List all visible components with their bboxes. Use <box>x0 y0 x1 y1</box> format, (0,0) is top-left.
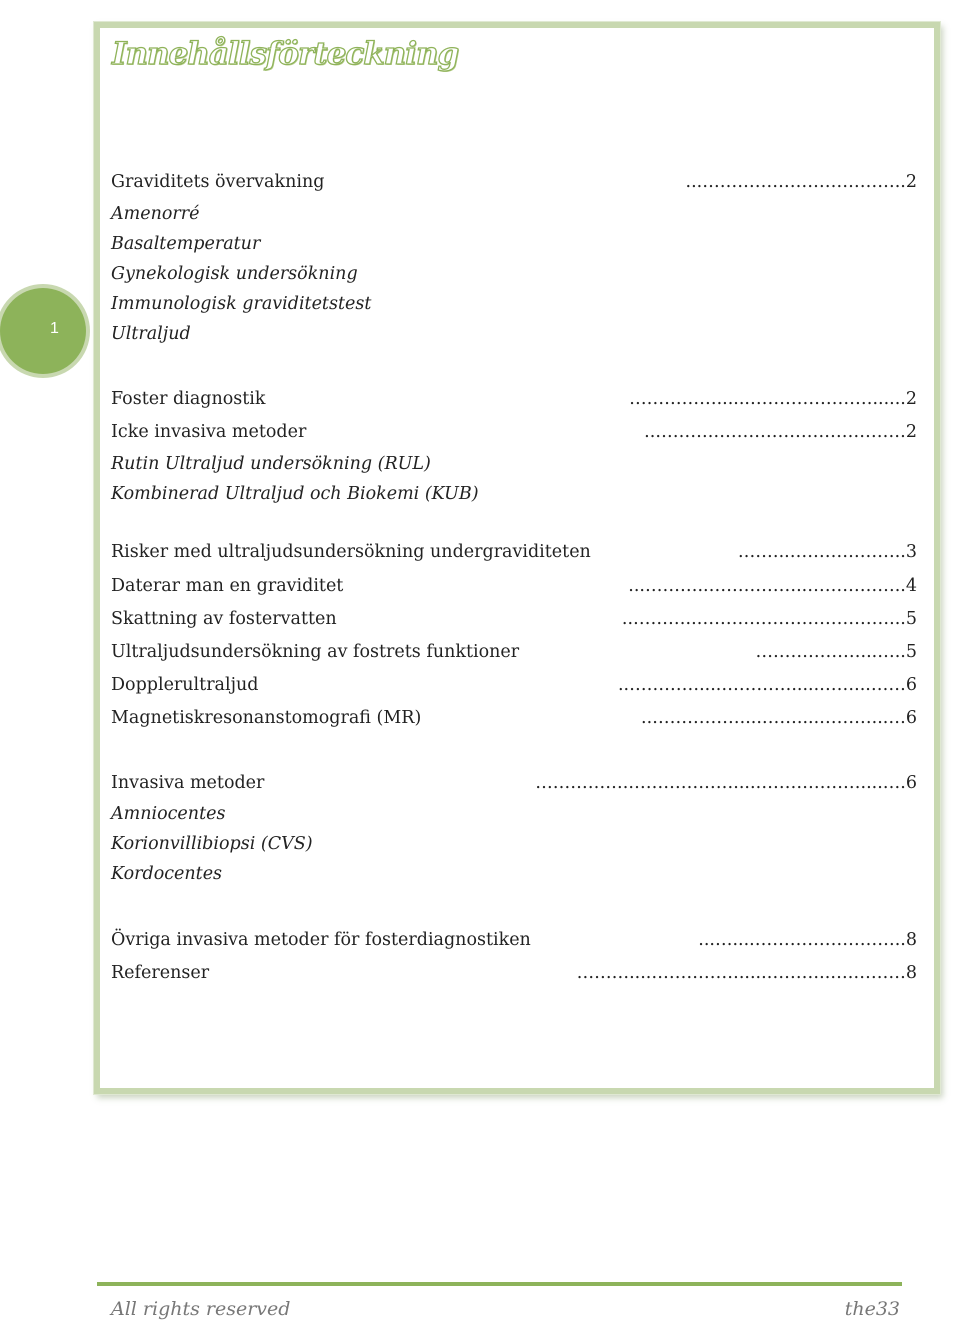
page-number: 1 <box>50 320 59 337</box>
toc-leader: .……..………………..3 <box>738 542 917 562</box>
toc-leader: …………….………………....………………....….6 <box>535 773 917 793</box>
toc-subentry: Rutin Ultraljud undersökning (RUL) <box>111 454 431 474</box>
toc-leader: ...……………………………..2 <box>685 172 917 192</box>
toc-subentry: Kordocentes <box>111 864 223 884</box>
footer-copyright: All rights reserved <box>111 1298 291 1320</box>
toc-label: Foster diagnostik <box>111 389 266 409</box>
toc-label: Ultraljudsundersökning av fostrets funktioner <box>111 642 520 662</box>
toc-subentry: Amniocentes <box>111 804 226 824</box>
toc-label: Daterar man en graviditet <box>111 576 344 596</box>
toc-leader: ………....…………….....………..….………8 <box>576 963 917 983</box>
toc-leader: ..……………....……....………...…6 <box>641 708 917 728</box>
toc-label: Dopplerultraljud <box>111 675 259 695</box>
toc-label: Övriga invasiva metoder för fosterdiagnostiken <box>111 930 531 950</box>
toc-label: Graviditets övervakning <box>111 172 325 192</box>
toc-label: Risker med ultraljudsundersökning undergraviditeten <box>111 542 591 562</box>
toc-label: Magnetiskresonanstomografi (MR) <box>111 708 422 728</box>
toc-leader: ..……….……………………………2 <box>644 422 917 442</box>
toc-subentry: Amenorré <box>111 204 200 224</box>
toc-leader: ..………..……………………………...5 <box>621 609 917 629</box>
toc-subentry: Kombinerad Ultraljud och Biokemi (KUB) <box>111 484 479 504</box>
toc-subentry: Basaltemperatur <box>111 234 261 254</box>
toc-leader: ..…………....………….....……...……6 <box>617 675 917 695</box>
toc-subentry: Korionvillibiopsi (CVS) <box>111 834 313 854</box>
toc-leader: ...…....……………………..8 <box>698 930 917 950</box>
toc-leader: ...………..……………..……………..4 <box>628 576 917 596</box>
toc-subentry: Immunologisk graviditetstest <box>111 294 372 314</box>
toc-leader: ………………...…..5 <box>755 642 917 662</box>
toc-leader: ……………......…………………......2 <box>629 389 917 409</box>
footer-author: the33 <box>844 1298 900 1320</box>
toc-title: Innehållsförteckning <box>112 36 459 72</box>
toc-label: Invasiva metoder <box>111 773 265 793</box>
toc-label: Referenser <box>111 963 210 983</box>
footer-divider <box>97 1282 902 1286</box>
toc-label: Skattning av fostervatten <box>111 609 337 629</box>
toc-label: Icke invasiva metoder <box>111 422 307 442</box>
page-number-badge <box>0 288 86 374</box>
toc-subentry: Gynekologisk undersökning <box>111 264 358 284</box>
toc-subentry: Ultraljud <box>111 324 191 344</box>
